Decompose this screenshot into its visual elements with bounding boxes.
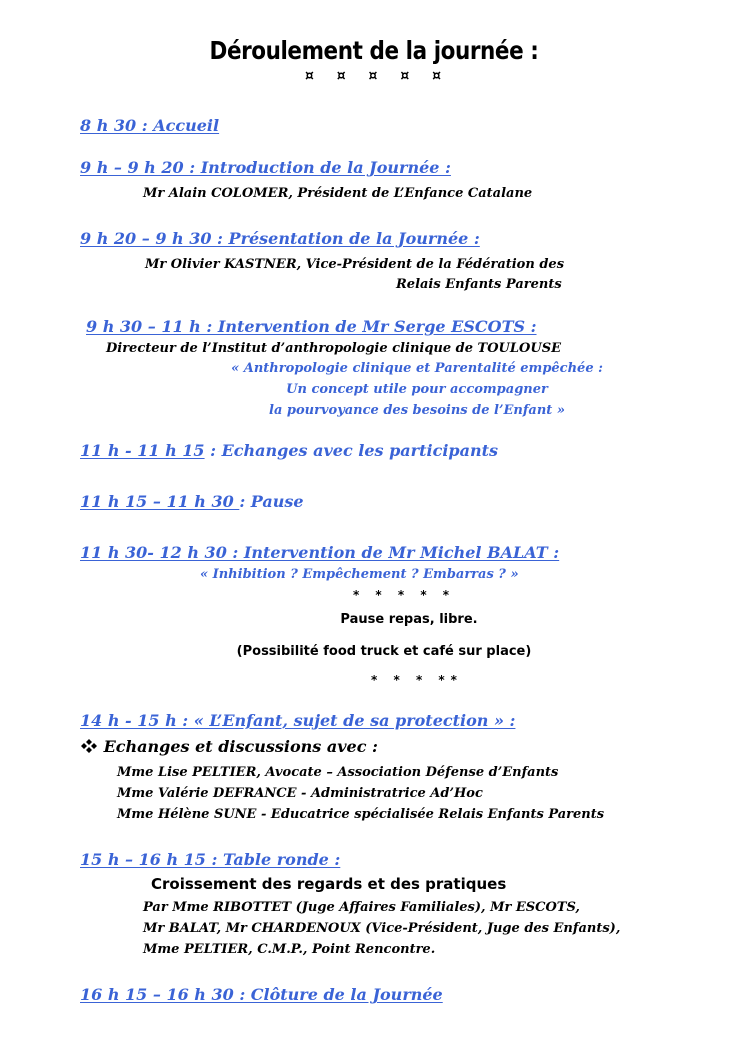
separator-stars: * * * * * [352,588,456,602]
talk-title-line: la pourvoyance des besoins de l’Enfant » [269,403,565,418]
speaker-line: Mr Olivier KASTNER, Vice-Président de la Fédération des [145,257,565,272]
talk-title-line: Un concept utile pour accompagner [286,382,548,397]
round-table-line: Par Mme RIBOTTET (Juge Affaires Familiales), Mr ESCOTS, [143,900,580,915]
diamond-bullet-icon [80,738,98,754]
schedule-heading-introduction: 9 h – 9 h 20 : Introduction de la Journée : [80,158,451,177]
lunch-break: Pause repas, libre. [340,612,478,627]
decoration-symbol: ¤ [368,68,380,84]
talk-title-line: « Inhibition ? Empêchement ? Embarras ? » [200,567,519,582]
decoration-symbol: ¤ [336,68,348,84]
schedule-heading-table-ronde: 15 h – 16 h 15 : Table ronde : [80,850,341,869]
round-table-line: Mme PELTIER, C.M.P., Point Rencontre. [143,942,436,957]
lunch-note: (Possibilité food truck et café sur place) [236,644,532,659]
decoration-symbol: ¤ [304,68,316,84]
round-table-line: Mr BALAT, Mr CHARDENOUX (Vice-Président, Juge des Enfants), [143,921,621,936]
schedule-heading-pause: 11 h 15 – 11 h 30 : Pause [80,492,304,511]
schedule-heading-protection: 14 h - 15 h : « L’Enfant, sujet de sa protection » : [80,711,516,730]
title-decoration [0,68,748,84]
schedule-heading-accueil: 8 h 30 : Accueil [80,116,220,135]
speaker-line: Directeur de l’Institut d’anthropologie clinique de TOULOUSE [106,341,561,356]
schedule-heading-echanges: 11 h - 11 h 15 : Echanges avec les participants [80,441,498,460]
discussion-heading: Echanges et discussions avec : [80,737,378,756]
participant-line: Mme Hélène SUNE - Educatrice spécialisée Relais Enfants Parents [117,807,605,822]
speaker-line: Mr Alain COLOMER, Président de L’Enfance Catalane [143,186,533,201]
schedule-heading-escots: 9 h 30 – 11 h : Intervention de Mr Serge ESCOTS : [86,317,537,336]
talk-title-line: « Anthropologie clinique et Parentalité empêchée : [231,361,603,376]
round-table-subtitle: Croissement des regards et des pratiques [151,875,507,893]
participant-line: Mme Lise PELTIER, Avocate – Association Défense d’Enfants [117,765,559,780]
page-title: Déroulement de la journée : [209,36,539,65]
decoration-symbol: ¤ [432,68,444,84]
participant-line: Mme Valérie DEFRANCE - Administratrice Ad’Hoc [117,786,483,801]
decoration-symbol: ¤ [400,68,412,84]
separator-stars: * * * ** [371,673,463,687]
schedule-heading-cloture: 16 h 15 – 16 h 30 : Clôture de la Journée [80,985,443,1004]
schedule-heading-presentation: 9 h 20 – 9 h 30 : Présentation de la Journée : [80,229,480,248]
schedule-heading-balat: 11 h 30- 12 h 30 : Intervention de Mr Michel BALAT : [80,543,560,562]
speaker-line: Relais Enfants Parents [396,277,562,292]
